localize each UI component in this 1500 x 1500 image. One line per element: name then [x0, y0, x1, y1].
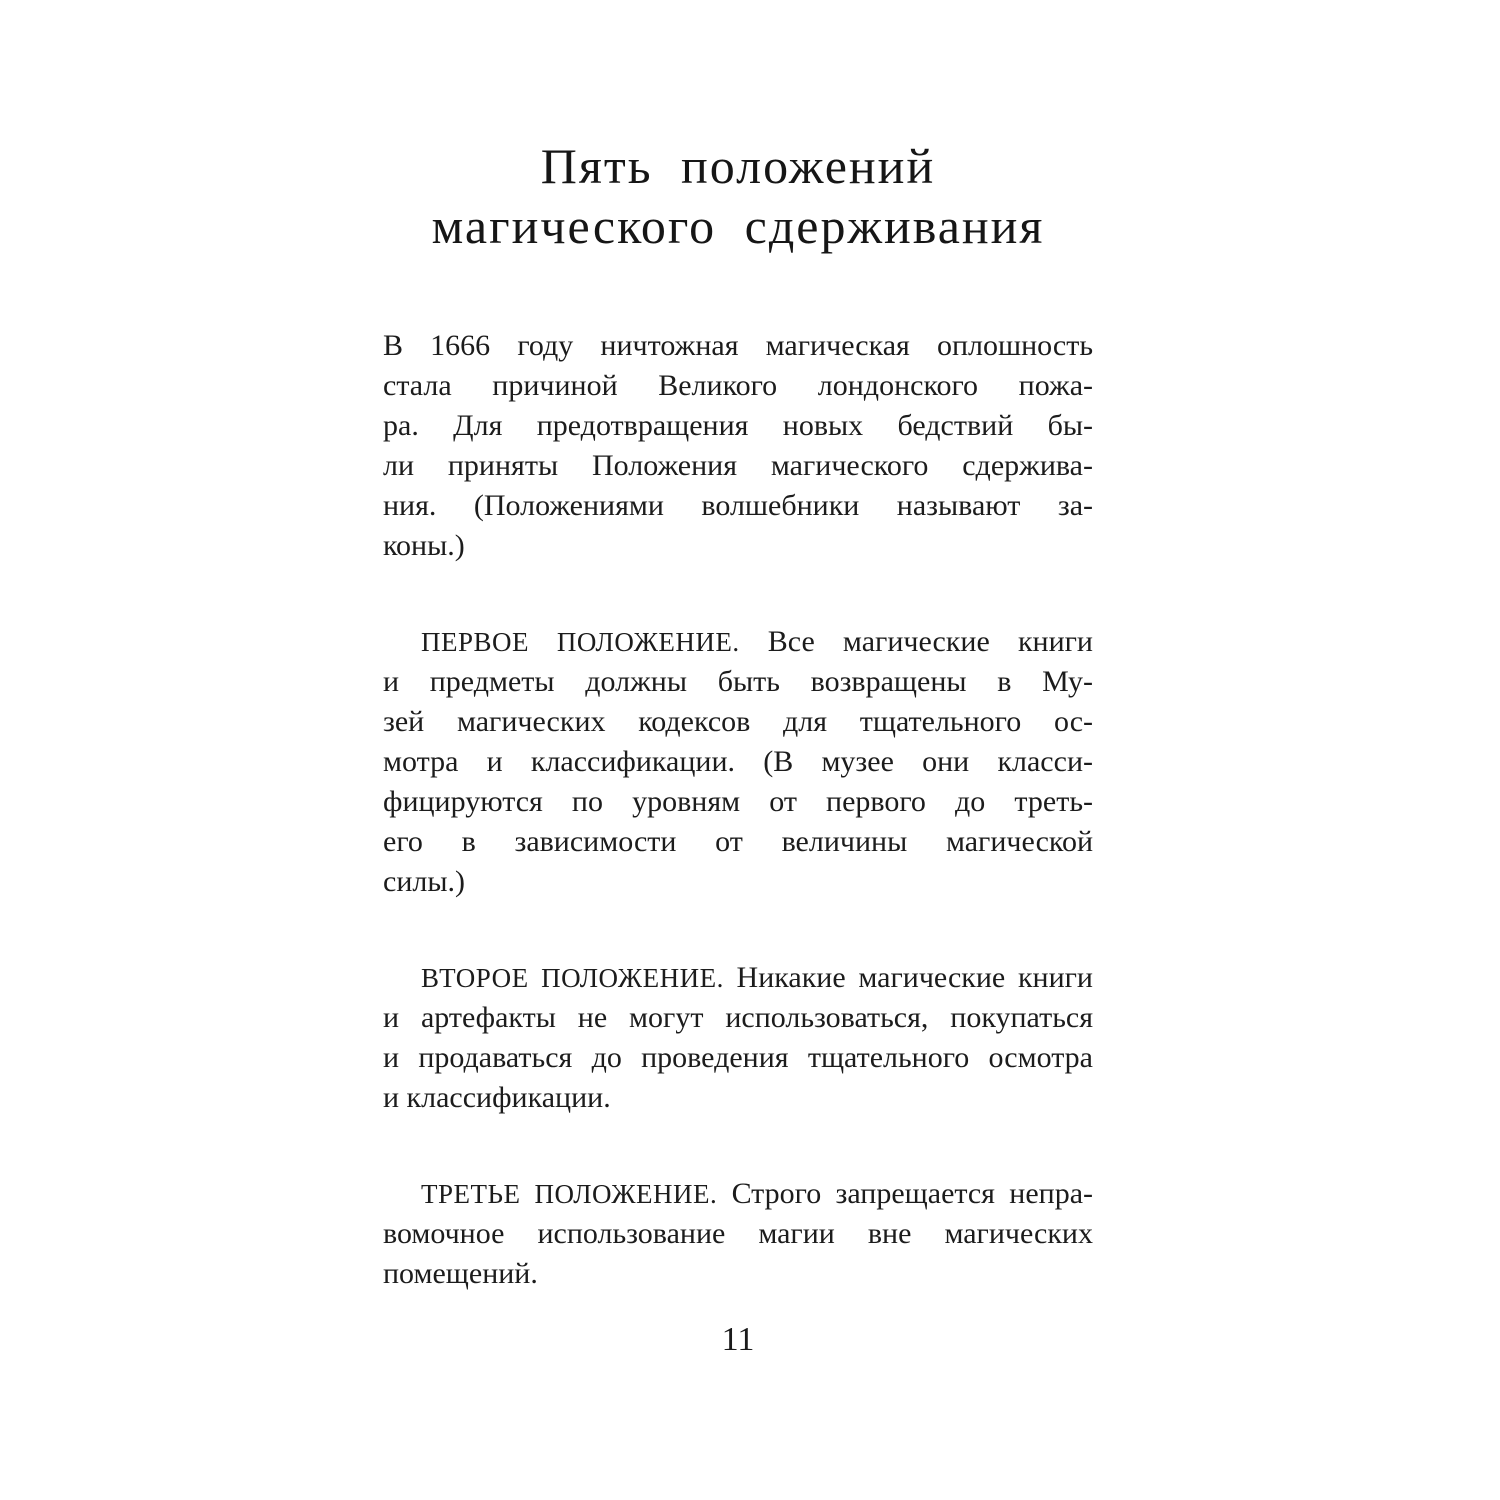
text-line: помещений. [383, 1257, 538, 1290]
text-line: ТРЕТЬЕ ПОЛОЖЕНИЕ. Строго запрещается непра- [421, 1177, 1093, 1210]
text-line: вомочное использование магии вне магических [383, 1217, 1093, 1250]
text-line: ли приняты Положения магического сдержива- [383, 449, 1093, 482]
text-line: стала причиной Великого лондонского пожа- [383, 369, 1093, 402]
text-line: коны.) [383, 529, 465, 562]
paragraph [383, 326, 1093, 566]
text-line: зей магических кодексов для тщательного ос- [383, 705, 1093, 738]
paragraph [383, 958, 1093, 1118]
text-line: фицируются по уровням от первого до треть- [383, 785, 1093, 818]
text-line: ВТОРОЕ ПОЛОЖЕНИЕ. Никакие магические книги [421, 961, 1093, 994]
chapter-title [383, 136, 1093, 256]
chapter-title-line-2: магического сдерживания [431, 198, 1045, 254]
text-line: ния. (Положениями волшебники называют за- [383, 489, 1093, 522]
text-line: силы.) [383, 865, 465, 898]
chapter-title-line-1: Пять положений [540, 138, 936, 194]
paragraph [383, 622, 1093, 902]
text-line: и продаваться до проведения тщательного осмотра [383, 1041, 1093, 1074]
text-line: В 1666 году ничтожная магическая оплошность [383, 329, 1093, 362]
page-number: 11 [721, 1321, 755, 1358]
provision-label: ТРЕТЬЕ ПОЛОЖЕНИЕ. [421, 1179, 718, 1209]
text-line: и артефакты не могут использоваться, покупаться [383, 1001, 1093, 1034]
text-line: ПЕРВОЕ ПОЛОЖЕНИЕ. Все магические книги [421, 625, 1093, 658]
body-text [383, 326, 1093, 1294]
text-line: и предметы должны быть возвращены в Му- [383, 665, 1093, 698]
text-line: его в зависимости от величины магической [383, 825, 1093, 858]
text-line: мотра и классификации. (В музее они класси- [383, 745, 1093, 778]
text-line: и классификации. [383, 1081, 611, 1114]
paragraph [383, 1174, 1093, 1294]
provision-label: ВТОРОЕ ПОЛОЖЕНИЕ. [421, 963, 724, 993]
provision-label: ПЕРВОЕ ПОЛОЖЕНИЕ. [421, 627, 740, 657]
text-line: ра. Для предотвращения новых бедствий бы- [383, 409, 1093, 442]
